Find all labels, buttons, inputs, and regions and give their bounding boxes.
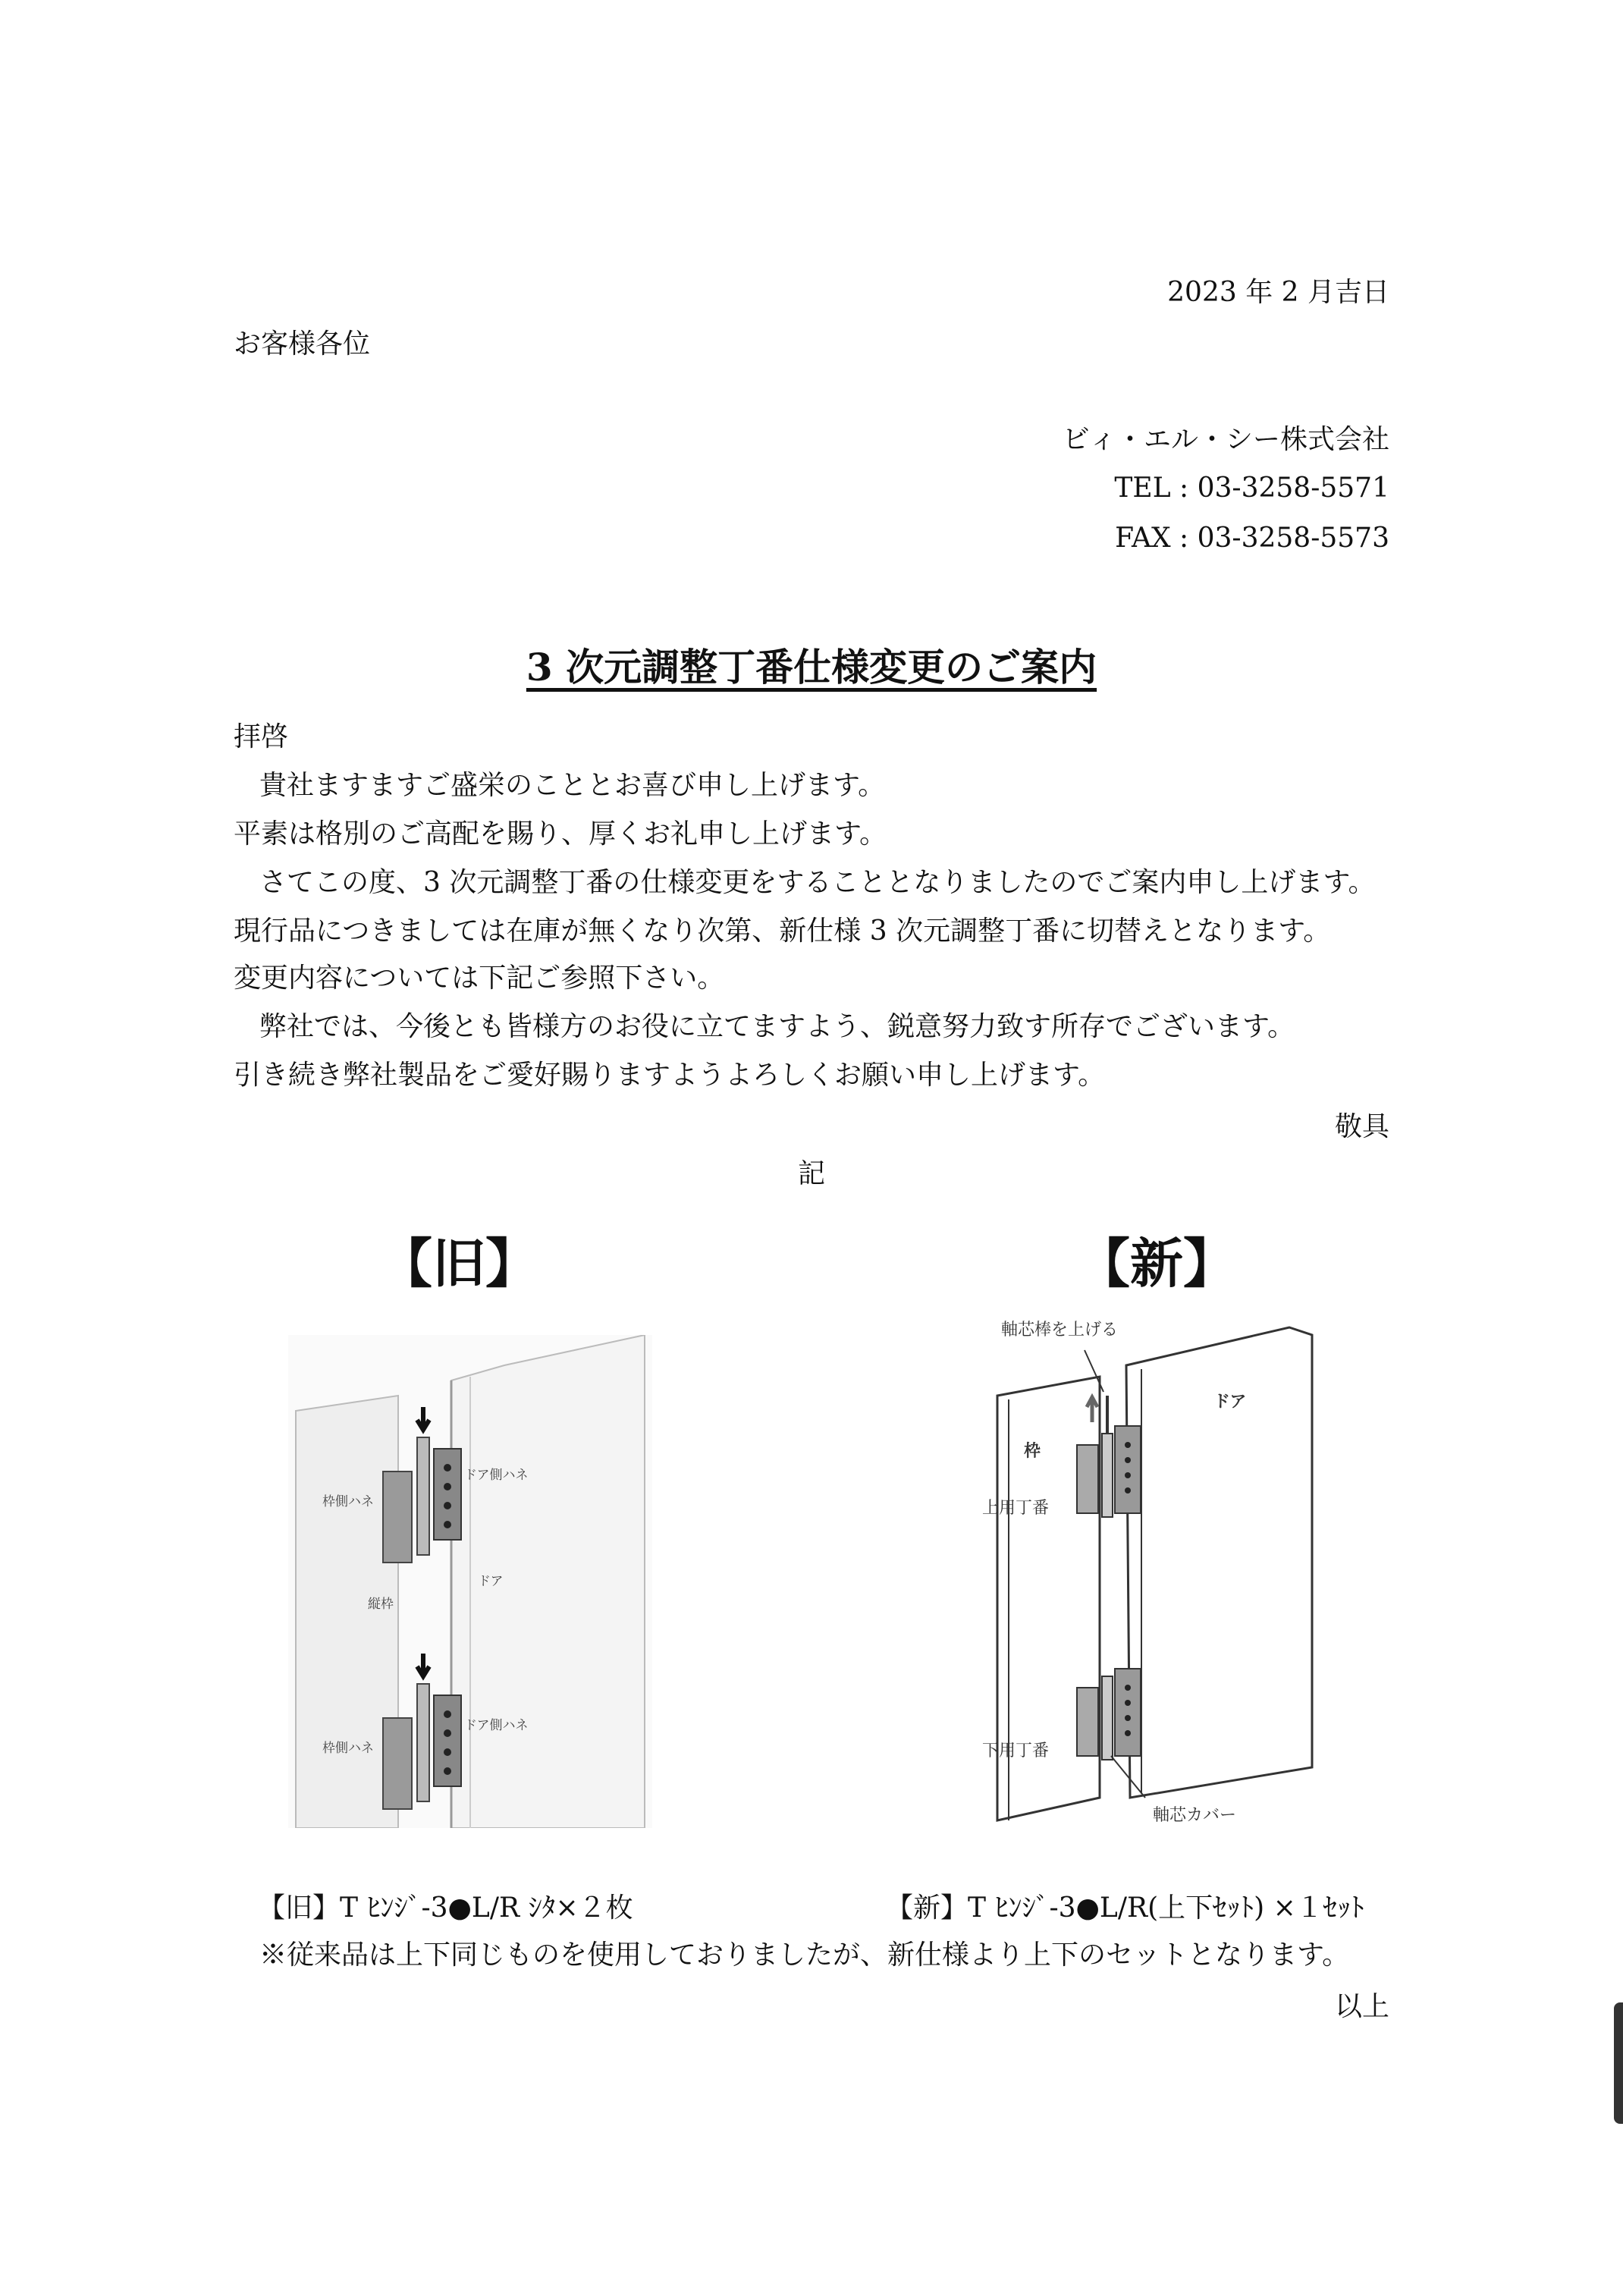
old-section-heading: 【旧】 (379, 1233, 538, 1295)
upper-hinge-label: 上用丁番 (982, 1499, 1050, 1518)
body-line: 貴社ますますご盛栄のこととお喜び申し上げます。 (259, 770, 886, 801)
ki-marker: 記 (797, 1158, 825, 1189)
new-hinge-diagram (978, 1305, 1342, 1836)
body-line: さてこの度、3 次元調整丁番の仕様変更をすることとなりましたのでご案内申し上げます。 (259, 867, 1376, 898)
old-hinge-diagram (288, 1335, 652, 1828)
frame-wing-top-label: 枠側ハネ (322, 1494, 374, 1509)
door-label: ドア (478, 1574, 504, 1589)
door-wing-bottom-label: ドア側ハネ (464, 1718, 529, 1733)
body-line: 引き続き弊社製品をご愛好賜りますようよろしくお願い申し上げます。 (234, 1060, 1106, 1091)
closing-ijo: 以上 (1334, 1991, 1389, 2022)
raise-pin-label: 軸芯棒を上げる (1001, 1321, 1119, 1340)
recipient: お客様各位 (234, 328, 371, 360)
body-line: 変更内容については下記ご参照下さい。 (234, 963, 725, 994)
closing-keigu: 敬具 (1334, 1111, 1389, 1142)
body-line: 平素は格別のご高配を賜り、厚くお礼申し上げます。 (234, 818, 887, 850)
body-line: 弊社では、今後とも皆様方のお役に立てますよう、鋭意努力致す所存でございます。 (259, 1011, 1295, 1042)
pin-cover-label: 軸芯カバー (1153, 1806, 1237, 1825)
body-line: 拝啓 (234, 721, 289, 752)
old-caption: 【旧】T ﾋﾝｼﾞ-3●L/R ｼﾀ×２枚 (258, 1892, 633, 1924)
frame-wing-bottom-label: 枠側ハネ (322, 1741, 374, 1756)
door-wing-top-label: ドア側ハネ (464, 1468, 529, 1483)
jamb-label: 縦枠 (368, 1597, 394, 1612)
letter-date: 2023 年 2 月吉日 (1167, 277, 1389, 308)
company-name: ビィ・エル・シー株式会社 (1062, 424, 1389, 455)
door-label: ドア (1213, 1393, 1247, 1412)
company-tel: TEL : 03-3258-5571 (1114, 473, 1389, 504)
frame-label: 枠 (1024, 1442, 1041, 1461)
lower-hinge-label: 下用丁番 (982, 1742, 1050, 1760)
new-caption: 【新】T ﾋﾝｼﾞ-3●L/R(上下ｾｯﾄ) ×１ｾｯﾄ (886, 1892, 1364, 1924)
company-fax: FAX : 03-3258-5573 (1115, 523, 1389, 554)
page-edge-mark (1614, 2002, 1623, 2124)
page-title: 3 次元調整丁番仕様変更のご案内 (526, 645, 1097, 689)
note-text: ※従来品は上下同じものを使用しておりましたが、新仕様より上下のセットとなります。 (259, 1940, 1350, 1971)
new-section-heading: 【新】 (1077, 1233, 1236, 1295)
body-line: 現行品につきましては在庫が無くなり次第、新仕様 3 次元調整丁番に切替えとなります。 (234, 916, 1331, 947)
